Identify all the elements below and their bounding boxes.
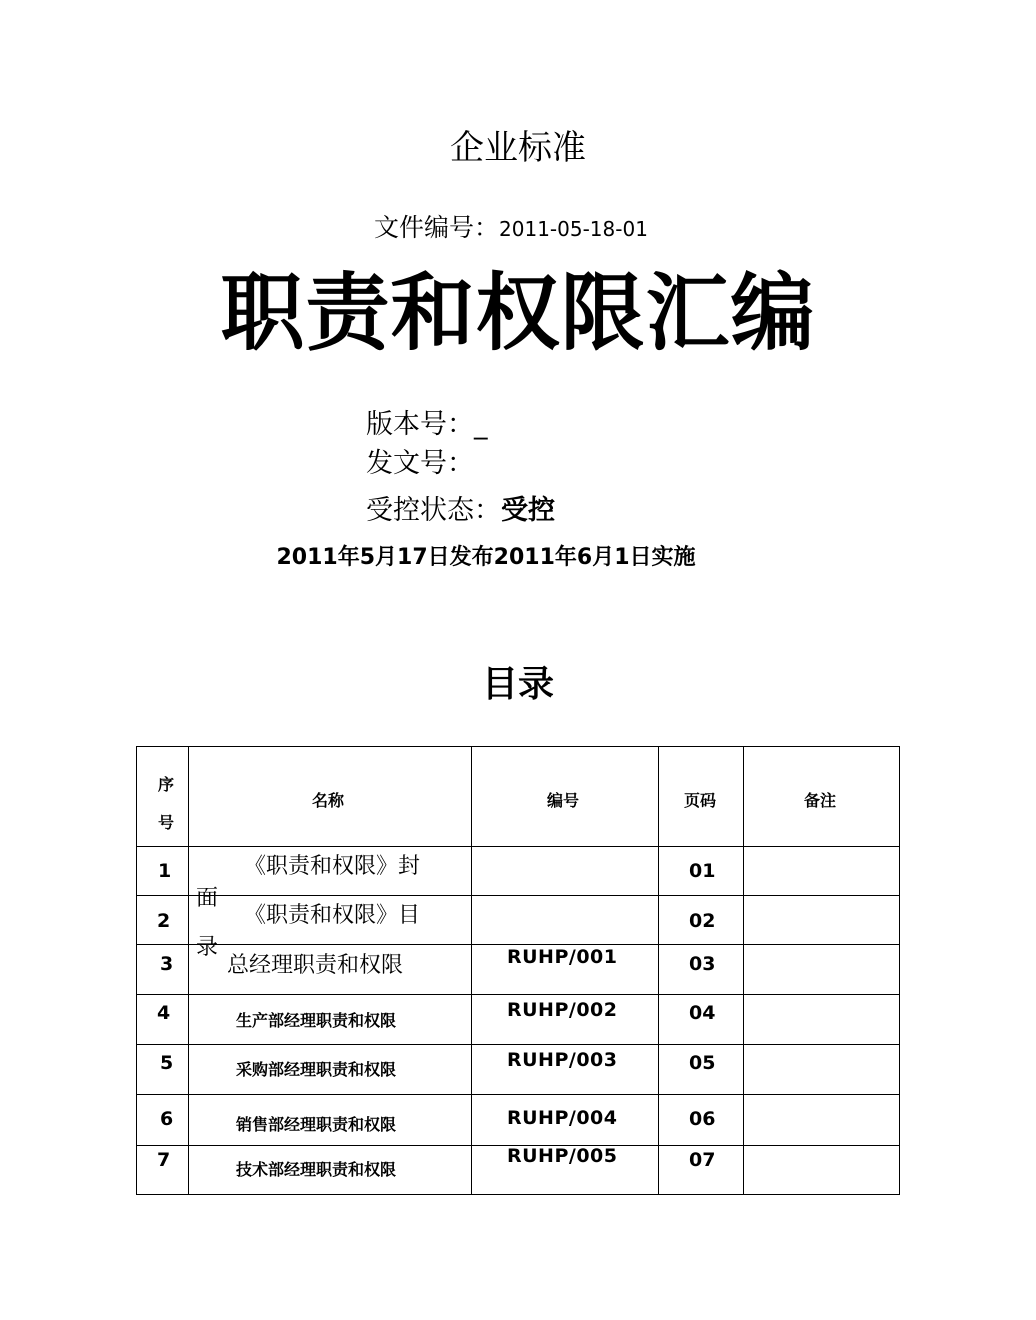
row-6-name: 销售部经理职责和权限	[236, 1115, 397, 1134]
header-code: 编号	[547, 791, 580, 810]
row-5-code: RUHP/003	[507, 1049, 618, 1071]
row-7-page: 07	[689, 1149, 716, 1171]
header-name: 名称	[312, 791, 345, 810]
row-2-name-line1: 《职责和权限》目	[244, 903, 421, 928]
row-5-name: 采购部经理职责和权限	[236, 1060, 397, 1079]
document-number-value: 2011-05-18-01	[499, 217, 648, 241]
table-column-divider	[743, 746, 744, 1195]
row-5-page: 05	[689, 1052, 716, 1074]
document-number	[374, 208, 648, 244]
row-1-name-line1: 《职责和权限》封	[244, 854, 421, 879]
header-remark: 备注	[804, 791, 837, 810]
control-status-value: 受控	[501, 495, 555, 526]
table-border-right	[899, 746, 900, 1195]
row-3-name: 总经理职责和权限	[227, 953, 404, 978]
row-7-name: 技术部经理职责和权限	[236, 1160, 397, 1179]
row-5-index: 5	[160, 1052, 174, 1074]
table-border-top	[136, 746, 900, 747]
row-4-page: 04	[689, 1002, 716, 1024]
row-1-index: 1	[158, 860, 172, 882]
main-title: 职责和权限汇编	[220, 264, 816, 362]
toc-title: 目录	[481, 664, 554, 705]
table-row-divider	[136, 944, 900, 945]
publish-date-line: 2011年5月17日发布2011年6月1日实施	[276, 545, 696, 570]
row-7-code: RUHP/005	[507, 1145, 618, 1167]
header-page: 页码	[684, 791, 717, 810]
table-column-divider	[658, 746, 659, 1195]
row-4-code: RUHP/002	[507, 999, 618, 1021]
row-7-index: 7	[157, 1149, 171, 1171]
row-1-name-cell	[189, 847, 471, 911]
row-1-name-line2: 面	[196, 886, 219, 911]
row-2-name-cell	[189, 896, 471, 960]
header-index-line1: 序	[158, 775, 175, 794]
row-2-index: 2	[157, 910, 171, 932]
table-border-bottom	[136, 1194, 900, 1195]
control-status	[366, 488, 555, 527]
version-number: 版本号：_	[366, 409, 488, 440]
row-4-index: 4	[157, 1002, 171, 1024]
row-2-name-line2: 录	[196, 935, 219, 960]
issue-number: 发文号：	[366, 448, 474, 479]
row-3-index: 3	[160, 953, 174, 975]
table-column-divider	[188, 746, 189, 1195]
table-row-divider	[136, 1044, 900, 1045]
row-2-page: 02	[689, 910, 716, 932]
row-3-page: 03	[689, 953, 716, 975]
document-number-label: 文件编号：	[374, 213, 500, 242]
row-6-index: 6	[160, 1108, 174, 1130]
row-6-code: RUHP/004	[507, 1107, 618, 1129]
row-1-page: 01	[689, 860, 716, 882]
header-index-line2: 号	[158, 813, 175, 832]
row-3-code: RUHP/001	[507, 946, 618, 968]
row-4-name: 生产部经理职责和权限	[236, 1011, 397, 1030]
table-row-divider	[136, 994, 900, 995]
table-column-divider	[471, 746, 472, 1195]
row-6-page: 06	[689, 1108, 716, 1130]
table-row-divider	[136, 1094, 900, 1095]
control-status-label: 受控状态：	[366, 495, 501, 526]
table-border-left	[136, 746, 137, 1195]
standard-title: 企业标准	[450, 128, 586, 168]
